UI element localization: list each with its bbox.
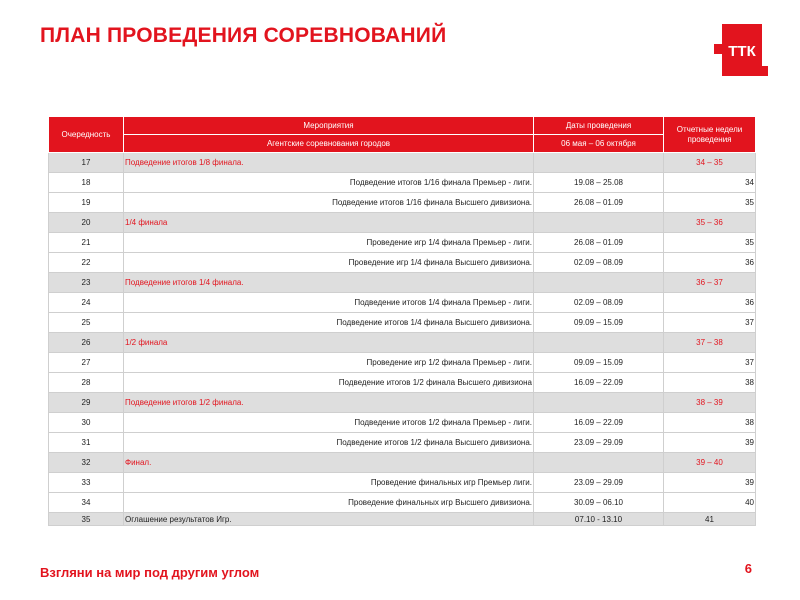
row-number: 33 (49, 473, 124, 493)
row-event: Подведение итогов 1/2 финала. (124, 393, 534, 413)
row-event: Проведение финальных игр Премьер лиги. (124, 473, 534, 493)
row-weeks: 35 (664, 193, 756, 213)
row-weeks: 34 – 35 (664, 153, 756, 173)
header-events: Мероприятия (124, 117, 534, 135)
row-number: 19 (49, 193, 124, 213)
row-event: Подведение итогов 1/8 финала. (124, 153, 534, 173)
row-event: Подведение итогов 1/4 финала Премьер - лиги. (124, 293, 534, 313)
row-number: 23 (49, 273, 124, 293)
row-weeks: 36 (664, 293, 756, 313)
header-weeks: Отчетные недели проведения (664, 117, 756, 153)
table-row (49, 213, 756, 233)
row-number: 17 (49, 153, 124, 173)
row-number: 34 (49, 493, 124, 513)
row-weeks: 37 – 38 (664, 333, 756, 353)
row-weeks: 38 – 39 (664, 393, 756, 413)
row-dates: 30.09 – 06.10 (534, 493, 664, 513)
ttk-logo (708, 18, 772, 82)
row-weeks: 36 – 37 (664, 273, 756, 293)
row-weeks: 39 (664, 473, 756, 493)
row-dates (534, 213, 664, 233)
row-event: 1/2 финала (124, 333, 534, 353)
table-row (49, 493, 756, 513)
row-weeks: 37 (664, 353, 756, 373)
row-dates: 26.08 – 01.09 (534, 233, 664, 253)
row-event: Оглашение результатов Игр. (124, 513, 534, 526)
row-event: 1/4 финала (124, 213, 534, 233)
row-number: 31 (49, 433, 124, 453)
row-number: 28 (49, 373, 124, 393)
row-dates: 02.09 – 08.09 (534, 293, 664, 313)
row-dates (534, 153, 664, 173)
row-dates: 23.09 – 29.09 (534, 433, 664, 453)
row-event: Подведение итогов 1/4 финала Высшего дивизиона. (124, 313, 534, 333)
table-row (49, 433, 756, 453)
row-weeks: 39 – 40 (664, 453, 756, 473)
row-weeks: 38 (664, 373, 756, 393)
row-event: Подведение итогов 1/2 финала Премьер - лиги. (124, 413, 534, 433)
row-weeks: 38 (664, 413, 756, 433)
table-row (49, 253, 756, 273)
row-event: Подведение итогов 1/2 финала Высшего дивизиона. (124, 433, 534, 453)
row-event: Проведение игр 1/4 финала Премьер - лиги. (124, 233, 534, 253)
table-row (49, 453, 756, 473)
row-event: Проведение игр 1/4 финала Высшего дивизиона. (124, 253, 534, 273)
table-row (49, 273, 756, 293)
row-weeks: 39 (664, 433, 756, 453)
row-dates (534, 273, 664, 293)
logo-text: ТТК (728, 43, 756, 60)
row-event: Проведение игр 1/2 финала Премьер - лиги. (124, 353, 534, 373)
row-event: Финал. (124, 453, 534, 473)
row-weeks: 36 (664, 253, 756, 273)
table-row (49, 373, 756, 393)
table-row (49, 513, 756, 526)
table-row (49, 233, 756, 253)
table-row (49, 173, 756, 193)
row-number: 27 (49, 353, 124, 373)
row-dates (534, 333, 664, 353)
table-row (49, 293, 756, 313)
header-order: Очередность (49, 117, 124, 153)
row-event: Подведение итогов 1/4 финала. (124, 273, 534, 293)
row-number: 35 (49, 513, 124, 526)
row-dates (534, 393, 664, 413)
footer-slogan: Взгляни на мир под другим углом (40, 565, 260, 580)
schedule-table (48, 116, 756, 526)
row-dates: 19.08 – 25.08 (534, 173, 664, 193)
row-number: 26 (49, 333, 124, 353)
row-number: 25 (49, 313, 124, 333)
table-row (49, 313, 756, 333)
row-dates (534, 453, 664, 473)
row-weeks: 35 (664, 233, 756, 253)
row-weeks: 34 (664, 173, 756, 193)
row-dates: 16.09 – 22.09 (534, 373, 664, 393)
table-row (49, 413, 756, 433)
row-event: Проведение финальных игр Высшего дивизиона. (124, 493, 534, 513)
row-number: 32 (49, 453, 124, 473)
table-row (49, 333, 756, 353)
table-row (49, 353, 756, 373)
header-events-sub: Агентские соревнования городов (124, 135, 534, 153)
row-weeks: 41 (664, 513, 756, 526)
row-event: Подведение итогов 1/16 финала Премьер - лиги. (124, 173, 534, 193)
row-number: 20 (49, 213, 124, 233)
row-number: 30 (49, 413, 124, 433)
row-dates: 26.08 – 01.09 (534, 193, 664, 213)
row-number: 21 (49, 233, 124, 253)
row-dates: 02.09 – 08.09 (534, 253, 664, 273)
row-weeks: 37 (664, 313, 756, 333)
row-weeks: 35 – 36 (664, 213, 756, 233)
schedule-rows (49, 153, 756, 526)
row-dates: 09.09 – 15.09 (534, 353, 664, 373)
table-row (49, 153, 756, 173)
table-row (49, 473, 756, 493)
row-dates: 07.10 - 13.10 (534, 513, 664, 526)
row-weeks: 40 (664, 493, 756, 513)
ttk-logo-mark (708, 18, 772, 82)
row-number: 24 (49, 293, 124, 313)
header-dates: Даты проведения (534, 117, 664, 135)
row-event: Подведение итогов 1/2 финала Высшего дивизиона (124, 373, 534, 393)
header-dates-sub: 06 мая – 06 октября (534, 135, 664, 153)
row-dates: 16.09 – 22.09 (534, 413, 664, 433)
page-title: ПЛАН ПРОВЕДЕНИЯ СОРЕВНОВАНИЙ (40, 24, 447, 47)
table-row (49, 193, 756, 213)
row-dates: 09.09 – 15.09 (534, 313, 664, 333)
row-number: 22 (49, 253, 124, 273)
page-number: 6 (744, 561, 752, 576)
row-event: Подведение итогов 1/16 финала Высшего дивизиона. (124, 193, 534, 213)
row-number: 29 (49, 393, 124, 413)
row-number: 18 (49, 173, 124, 193)
table-row (49, 393, 756, 413)
row-dates: 23.09 – 29.09 (534, 473, 664, 493)
